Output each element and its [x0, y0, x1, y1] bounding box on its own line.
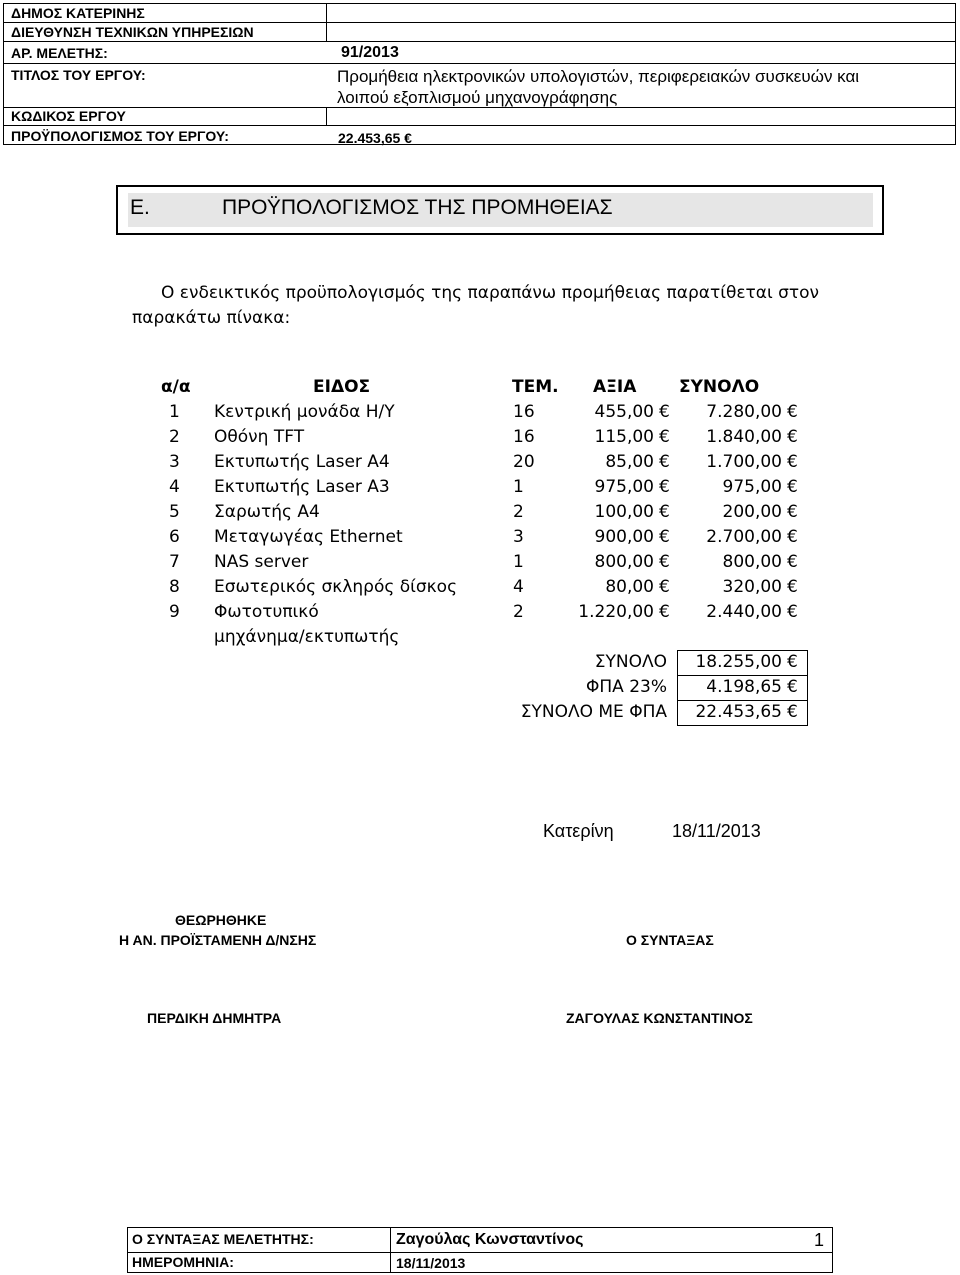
euro-icon: € [787, 702, 798, 722]
row-item: Εσωτερικός σκληρός δίσκος [214, 577, 458, 597]
header-row-study-no [4, 42, 955, 64]
euro-icon: € [787, 452, 798, 472]
summary-value: 18.255,00 [695, 652, 782, 672]
col-header-qty: ΤΕΜ. [512, 377, 559, 397]
row-qty: 2 [513, 502, 524, 522]
euro-icon: € [659, 502, 670, 522]
row-total: 2.440,00 [706, 602, 782, 622]
euro-icon: € [787, 577, 798, 597]
row-number: 5 [169, 502, 180, 522]
row-number: 7 [169, 552, 180, 572]
footer-author-label: Ο ΣΥΝΤΑΞΑΣ ΜΕΛΕΤΗΤΗΣ: [132, 1231, 314, 1247]
intro-line-1: Ο ενδεικτικός προϋπολογισμός της παραπάνω προμήθειας παρατίθεται στον [161, 283, 820, 303]
row-item: Εκτυπωτής Laser A3 [214, 477, 390, 497]
euro-icon: € [787, 652, 798, 672]
euro-icon: € [787, 552, 798, 572]
footer-page-number: 1 [814, 1230, 825, 1250]
row-item-cont: μηχάνημα/εκτυπωτής [214, 627, 400, 647]
header-row-budget [4, 126, 955, 145]
right-signatory-name: ΖΑΓΟΥΛΑΣ ΚΩΝΣΤΑΝΤΙΝΟΣ [566, 1010, 753, 1026]
row-qty: 16 [513, 402, 535, 422]
row-total: 1.700,00 [706, 452, 782, 472]
row-number: 2 [169, 427, 180, 447]
row-price: 455,00 [594, 402, 654, 422]
summary-label: ΣΥΝΟΛΟ ΜΕ ΦΠΑ [520, 702, 667, 722]
euro-icon: € [659, 427, 670, 447]
row-price: 100,00 [594, 502, 654, 522]
header-info-table [3, 3, 956, 145]
row-total: 200,00 [722, 502, 782, 522]
header-row-project-code [4, 108, 955, 126]
row-item: Μεταγωγέας Ethernet [214, 527, 403, 547]
row-price: 115,00 [594, 427, 654, 447]
col-header-no: α/α [161, 377, 191, 397]
row-total: 1.840,00 [706, 427, 782, 447]
footer-row-divider [128, 1252, 832, 1253]
row-item: Σαρωτής Α4 [214, 502, 320, 522]
header-row-department [4, 23, 955, 42]
euro-icon: € [659, 477, 670, 497]
euro-icon: € [659, 602, 670, 622]
footer-col-divider [390, 1228, 391, 1272]
row-number: 8 [169, 577, 180, 597]
euro-icon: € [659, 577, 670, 597]
footer-date: 18/11/2013 [396, 1255, 466, 1271]
row-qty: 2 [513, 602, 524, 622]
study-no-label: ΑΡ. ΜΕΛΕΤΗΣ: [11, 45, 108, 61]
euro-icon: € [787, 427, 798, 447]
project-code-label: ΚΩΔΙΚΟΣ ΕΡΓΟΥ [11, 108, 126, 124]
place: Κατερίνη [543, 821, 614, 841]
footer-date-label: ΗΜΕΡΟΜΗΝΙΑ: [132, 1254, 234, 1270]
footer-author: Ζαγούλας Κωνσταντίνος [396, 1231, 584, 1248]
intro-line-2: παρακάτω πίνακα: [132, 308, 291, 328]
euro-icon: € [787, 502, 798, 522]
row-item: Φωτοτυπικό [214, 602, 319, 622]
euro-icon: € [659, 527, 670, 547]
summary-label: ΣΥΝΟΛΟ [594, 652, 667, 672]
header-divider [326, 23, 327, 42]
footer-box [127, 1227, 833, 1273]
euro-icon: € [787, 527, 798, 547]
right-signatory-title: Ο ΣΥΝΤΑΞΑΣ [626, 932, 714, 948]
header-divider [326, 4, 327, 23]
row-total: 320,00 [722, 577, 782, 597]
section-letter: Ε. [130, 196, 150, 219]
row-qty: 16 [513, 427, 535, 447]
row-total: 7.280,00 [706, 402, 782, 422]
project-title-line1: Προμήθεια ηλεκτρονικών υπολογιστών, περιφερειακών συσκευών και [337, 67, 860, 86]
section-title: ΠΡΟΫΠΟΛΟΓΙΣΜΟΣ ΤΗΣ ΠΡΟΜΗΘΕΙΑΣ [222, 196, 613, 219]
municipality-name: ΔΗΜΟΣ ΚΑΤΕΡΙΝΗΣ [11, 5, 145, 21]
euro-icon: € [787, 402, 798, 422]
euro-icon: € [787, 602, 798, 622]
row-item: Οθόνη TFT [214, 427, 305, 447]
row-number: 6 [169, 527, 180, 547]
budget-value: 22.453,65 € [338, 130, 412, 146]
col-header-item: ΕΙΔΟΣ [313, 377, 371, 397]
row-number: 4 [169, 477, 180, 497]
euro-icon: € [787, 477, 798, 497]
euro-icon: € [659, 552, 670, 572]
row-total: 800,00 [722, 552, 782, 572]
row-qty: 4 [513, 577, 524, 597]
department-name: ΔΙΕΥΘΥΝΣΗ ΤΕΧΝΙΚΩΝ ΥΠΗΡΕΣΙΩΝ [11, 24, 254, 40]
header-row-municipality [4, 4, 955, 23]
header-divider [326, 108, 327, 126]
left-signatory-name: ΠΕΡΔΙΚΗ ΔΗΜΗΤΡΑ [147, 1010, 282, 1026]
summary-value: 4.198,65 [706, 677, 782, 697]
euro-icon: € [787, 677, 798, 697]
row-price: 80,00 [605, 577, 654, 597]
place-date: 18/11/2013 [672, 821, 761, 841]
budget-label: ΠΡΟΫΠΟΛΟΓΙΣΜΟΣ ΤΟΥ ΕΡΓΟΥ: [11, 128, 229, 144]
project-title-label: ΤΙΤΛΟΣ ΤΟΥ ΕΡΓΟΥ: [11, 67, 146, 83]
row-price: 85,00 [605, 452, 654, 472]
col-header-price: ΑΞΙΑ [593, 377, 637, 397]
reviewed-label: ΘΕΩΡΗΘΗΚΕ [175, 912, 267, 928]
left-signatory-title: Η ΑΝ. ΠΡΟΪΣΤΑΜΕΝΗ Δ/ΝΣΗΣ [119, 932, 317, 948]
project-title-line2: λοιπού εξοπλισμού μηχανογράφησης [337, 88, 618, 107]
col-header-total: ΣΥΝΟΛΟ [679, 377, 760, 397]
row-total: 2.700,00 [706, 527, 782, 547]
summary-label: ΦΠΑ 23% [586, 677, 667, 697]
summary-value: 22.453,65 [695, 702, 782, 722]
row-qty: 3 [513, 527, 524, 547]
section-title-box [116, 185, 884, 235]
row-item: NAS server [214, 552, 309, 572]
row-number: 9 [169, 602, 180, 622]
study-no-value: 91/2013 [341, 44, 399, 61]
row-qty: 20 [513, 452, 535, 472]
euro-icon: € [659, 452, 670, 472]
row-item: Εκτυπωτής Laser A4 [214, 452, 390, 472]
row-number: 1 [169, 402, 180, 422]
row-price: 900,00 [594, 527, 654, 547]
euro-icon: € [659, 402, 670, 422]
row-price: 1.220,00 [578, 602, 654, 622]
row-total: 975,00 [722, 477, 782, 497]
row-qty: 1 [513, 552, 524, 572]
row-price: 800,00 [594, 552, 654, 572]
header-row-project-title [4, 64, 955, 108]
row-number: 3 [169, 452, 180, 472]
row-price: 975,00 [594, 477, 654, 497]
row-item: Κεντρική μονάδα Η/Υ [214, 402, 395, 422]
row-qty: 1 [513, 477, 524, 497]
